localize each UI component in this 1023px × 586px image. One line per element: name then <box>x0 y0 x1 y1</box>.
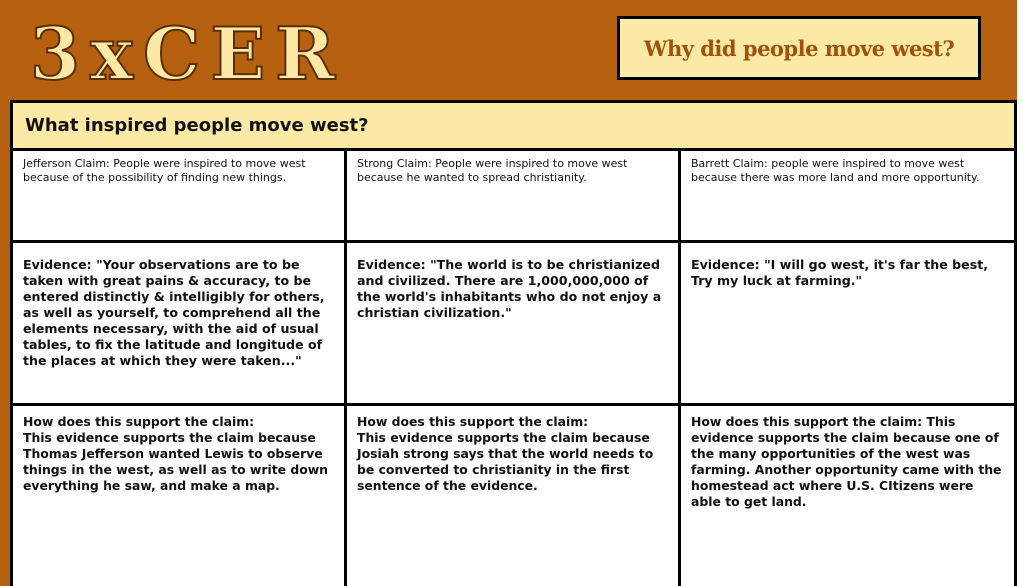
right-edge <box>1017 0 1023 586</box>
logo-3xcer: 3xCER <box>30 11 346 96</box>
evidence-jefferson: Evidence: "Your observations are to be taken with great pains & accuracy, to be entered distinctly & intelligibly for others, as well as yourself, to comprehend all the elements necessary, with the aid of usual tables, to fix the latitude and longitude of the places at which they were taken..." <box>13 243 347 406</box>
question-box <box>617 16 981 80</box>
support-barrett: How does this support the claim: This evidence supports the claim because one of the many opportunities of the west was farming. Another opportunity came with the homestead act where U.S. CItizens were able to get land. <box>691 414 1002 509</box>
evidence-barrett: Evidence: "I will go west, it's far the best, Try my luck at farming." <box>681 243 1014 406</box>
claim-strong: Strong Claim: People were inspired to move west because he wanted to spread christianity. <box>347 151 681 243</box>
support-jefferson: How does this support the claim: This evidence supports the claim because Thomas Jefferson wanted Lewis to observe things in the west, as well as to write down everything he saw, and make a map. <box>13 406 347 586</box>
table-header <box>13 103 1014 151</box>
cer-grid <box>13 151 1014 586</box>
question-text: Why did people move west? <box>643 35 955 61</box>
cer-table <box>10 100 1017 586</box>
evidence-strong: Evidence: "The world is to be christianized and civilized. There are 1,000,000,000 of the world's inhabitants who do not enjoy a christian civilization." <box>347 243 681 406</box>
table-title: What inspired people move west? <box>25 115 369 136</box>
support-strong: How does this support the claim: This evidence supports the claim because Josiah strong says that the world needs to be converted to christianity in the first sentence of the evidence. <box>347 406 681 586</box>
claim-barrett: Barrett Claim: people were inspired to move west because there was more land and more opportunity. <box>681 151 1014 243</box>
claim-jefferson: Jefferson Claim: People were inspired to move west because of the possibility of finding new things. <box>13 151 347 243</box>
